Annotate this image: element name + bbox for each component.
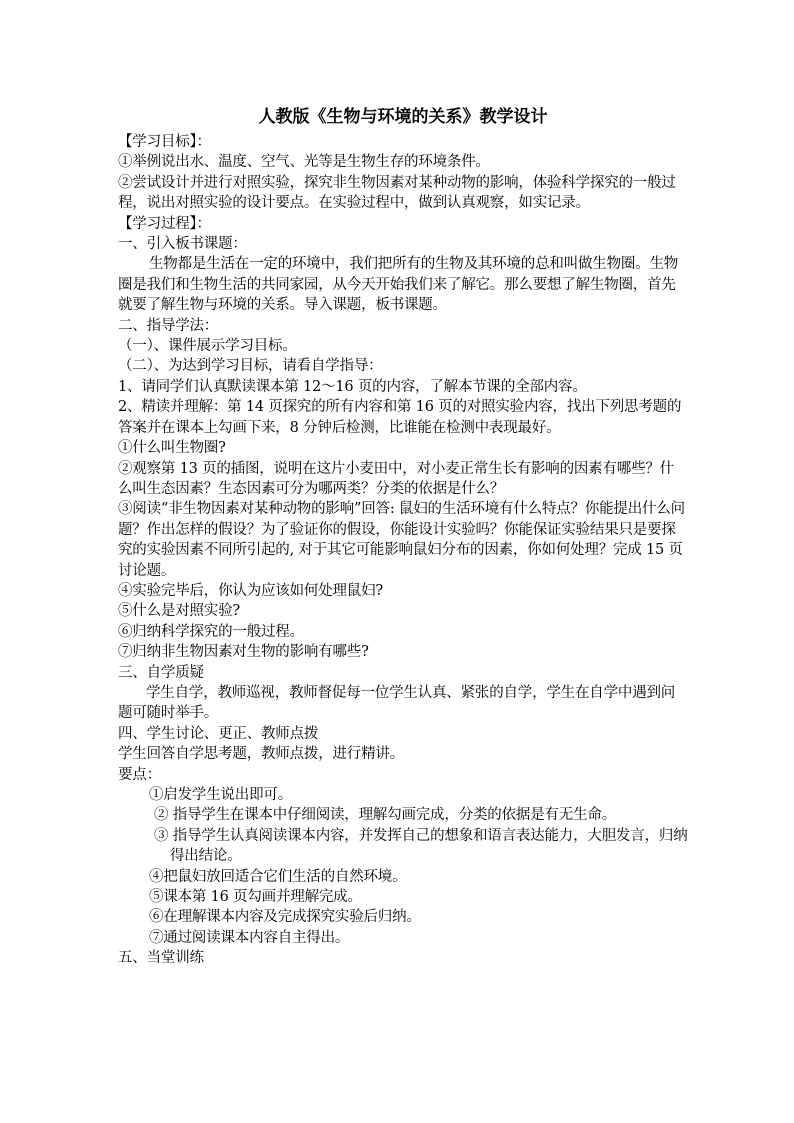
intro-paragraph: 生物都是生活在一定的环境中，我们把所有的生物及其环境的总和叫做生物圈。生物圈是我们和生物生活的共同家园，从今天开始我们来了解它。那么要想了解生物圈，首先就要了解生物与环境的关系。导入课题，板书课题。	[118, 256, 679, 314]
document-title: 人教版《生物与环境的关系》教学设计	[258, 107, 548, 127]
step-heading-5: 五、当堂训练	[118, 950, 204, 967]
section-heading-process: 【学习过程】：	[118, 215, 211, 232]
self-study-paragraph: 学生自学，教师巡视，教师督促每一位学生认真、紧张的自学，学生在自学中遇到问题可随时举手。	[118, 684, 676, 722]
objective-item-1: ①举例说出水、温度、空气、光等是生物生存的环境条件。	[118, 154, 490, 171]
key-point-7: ⑦通过阅读课本内容自主得出。	[149, 929, 350, 946]
objective-item-2: ②尝试设计并进行对照实验，探究非生物因素对某种动物的影响，体验科学探究的一般过程，说出对照实验的设计要点。在实验过程中，做到认真观察，如实记录。	[118, 174, 676, 212]
step-heading-4: 四、学生讨论、更正、教师点拨	[118, 725, 319, 742]
key-point-1: ①启发学生说出即可。	[149, 787, 292, 803]
guide-item-2: 2、精读并理解：第 14 页探究的所有内容和第 16 页的对照实验内容，找出下列思考题的答案并在课本上勾画下来，8 分钟后检测，比谁能在检测中表现最好。	[118, 399, 682, 436]
key-point-4: ④把鼠妇放回适合它们生活的自然环境。	[149, 868, 407, 885]
step-heading-3: 三、自学质疑	[118, 664, 204, 681]
step-heading-1: 一、引入板书课题：	[118, 236, 247, 253]
key-point-2: ② 指导学生在课本中仔细阅读，理解勾画完成，分类的依据是有无生命。	[154, 807, 617, 824]
question-3: ③阅读“非生物因素对某种动物的影响”回答: 鼠妇的生活环境有什么特点？你能提出什么问题？作出怎样的假设？为了验证你的假设，你能设计实验吗？你能保证实验结果只是要探究的实验因素不同所引起的, 对于其它可能影响鼠妇分布的因素，你如何处理？完成 15 页讨论题。	[118, 501, 685, 579]
substep-1: （一）、课件展示学习目标。	[118, 338, 297, 355]
key-point-5: ⑤课本第 16 页勾画并理解完成。	[149, 889, 362, 906]
question-6: ⑥归纳科学探究的一般过程。	[118, 623, 304, 640]
question-2: ②观察第 13 页的插图，说明在这片小麦田中，对小麦正常生长有影响的因素有哪些？什么叫生态因素？生态因素可分为哪两类？分类的依据是什么？	[118, 460, 674, 497]
key-points-label: 要点：	[118, 766, 161, 783]
question-4: ④实验完毕后，你认为应该如何处理鼠妇?	[118, 582, 383, 599]
document-body	[118, 104, 688, 969]
key-point-6: ⑥在理解课本内容及完成探究实验后归纳。	[149, 909, 421, 926]
question-1: ①什么叫生物圈?	[118, 440, 226, 457]
key-point-3: ③ 指导学生认真阅读课本内容，并发挥自己的想象和语言表达能力，大胆发言，归纳得出结论。	[154, 827, 688, 865]
substep-2: （二）、为达到学习目标，请看自学指导：	[118, 358, 383, 375]
question-5: ⑤什么是对照实验?	[118, 603, 240, 620]
question-7: ⑦归纳非生物因素对生物的影响有哪些?	[118, 644, 369, 661]
section-heading-objectives: 【学习目标】：	[118, 134, 211, 150]
step-heading-2: 二、指导学法：	[118, 317, 219, 334]
discussion-paragraph: 学生回答自学思考题，教师点拨，进行精讲。	[118, 746, 404, 763]
guide-item-1: 1、请同学们认真默读课本第 12～16 页的内容，了解本节课的全部内容。	[118, 378, 587, 395]
